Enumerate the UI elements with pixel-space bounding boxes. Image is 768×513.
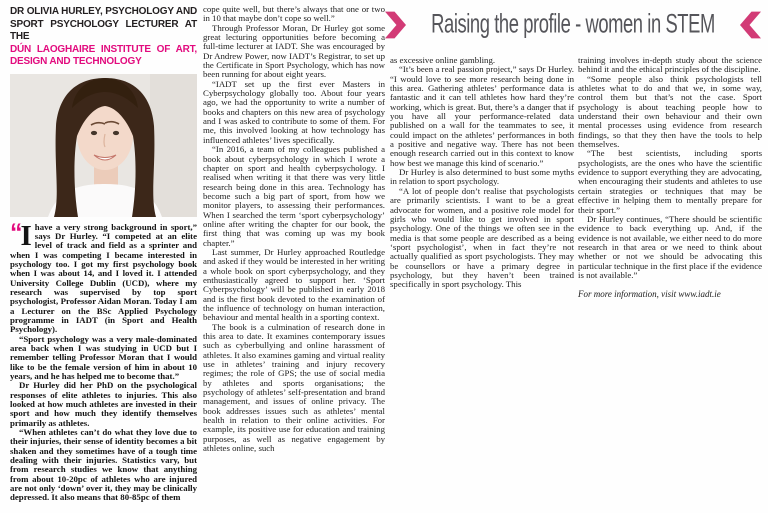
- body-paragraph: “Sport psychology was a very male-dominated area back when I was studying in UCD but I remember telling Professor Moran that I would like to be the female version of him in about 10 years, and he has helped me to become that.”: [10, 333, 197, 381]
- body-paragraph: Dr Hurley did her PhD on the psychological responses of elite athletes to injuries. This also looked at how much athletes are invested in their sport and how much they identify themselves primarily as athletes.: [10, 380, 197, 428]
- lede-paragraph: have a very strong background in sport,” says Dr Hurley. “I competed at an elite level of track and field as a sprinter and when I was competing I became interested in psychology too. I got my first psychology book when I was about 14, and I loved it. I attended University College Dublin (UCD), where my research was supervised by top sport psychologist, Professor Aidan Moran. Today I am a Lecturer on the BSc Applied Psychology programme in IADT (in Sport and Health Psychology).: [10, 221, 197, 335]
- body-paragraph: Dr Hurley continues, “There should be scientific evidence to back everything up. And, if the evidence is not available, we either need to do more research in that area or we need to think about whether or not we should be advocating this particular technique in the first place if the evidence is not available.”: [578, 213, 762, 280]
- kicker-name-line: DR OLIVIA HURLEY, PSYCHOLOGY AND SPORT PSYCHOLOGY LECTURER AT THE: [10, 6, 197, 42]
- headline-text: Raising the profile - women in STEM: [431, 8, 715, 39]
- column-1: [10, 6, 197, 503]
- article-headline: [384, 6, 762, 44]
- body-paragraph: “In 2016, a team of my colleagues published a book about cyberpsychology in which I wrote a chapter on sport and health cyberpsychology. I realised when writing it that there was very little research being done in this area. Technology has become such a big part of sport, from how we monitor players, to assessing their performances. When I searched the term ‘sport cyberpsychology’ online after writing the chapter for our book, the first thing that was coming up was my book chapter.”: [203, 144, 385, 248]
- column-3: [390, 56, 574, 290]
- pink-chevron-right-icon: [740, 11, 761, 39]
- body-paragraph: The book is a culmination of research done in this area to date. It examines contemporary issues such as cyberbullying and online harassment of athletes. It also examines gaming and virtual reality use in athletes’ training and injury recovery regimes; the role of GPS; the use of social media by athletes and sports organisations; the psychology of athletes’ self-presentation and brand management, and issues of online privacy. The book addresses issues such as athletes’ mental health in relation to their online activities. For example, its positive use for education and training purposes, as well as negative engagement by athletes online, such: [203, 321, 385, 454]
- kicker-institute-line: DÚN LAOGHAIRE INSTITUTE OF ART, DESIGN AND TECHNOLOGY: [10, 43, 197, 67]
- body-paragraph: as excessive online gambling.: [390, 55, 496, 65]
- body-paragraph: Through Professor Moran, Dr Hurley got some great lecturing opportunities before becoming a full-time lecturer at IADT. She was encouraged by Dr Andrew Power, now IADT’s Registrar, to set up the Certificate in Sport Psychology, which has now been running for about eight years.: [203, 22, 385, 80]
- lede-paragraphs: [10, 218, 197, 503]
- body-paragraph: “It’s been a real passion project,” says Dr Hurley. “I would love to see more research being done in this area. Gathering athletes’ performance data is fantastic and it can tell athletes how hard they’re working, which is great. But, there’s a danger that if you have all your performance-related data published on a wall for the teammates to see, it could impact on the athletes’ performances in both a positive and negative way. There has not been enough research carried out in this context to know how best we manage this kind of scenario.”: [390, 64, 574, 168]
- body-paragraph: “When athletes can’t do what they love due to their injuries, their sense of identity becomes a bit shaken and they sometimes have of a tough time dealing with their injuries. Statistics vary, but from research studies we know that anything from about 10-20pc of athletes who are injured are not only ‘down’ over it, they may be clinically depressed. It also means that 80-85pc of them: [10, 427, 197, 503]
- pink-chevron-left-icon: [385, 11, 406, 39]
- body-paragraph: “Some people also think psychologists tell athletes what to do and that we, in some way, control them but that’s not the case. Sport psychology is about teaching people how to understand their own behaviour and their own mental processes using evidence from research findings, so that they then have the tools to help themselves.: [578, 73, 762, 150]
- dropcap-wrap: [10, 218, 32, 252]
- body-paragraph: “IADT set up the first ever Masters in Cyberpsychology globally too. About four years ago, we had the opportunity to write a number of books and chapters on this new area of psychology and I was asked to contribute to some of them. For me, this involved looking at how technology has influenced athletes’ lives specifically.: [203, 78, 385, 145]
- body-paragraph: Last summer, Dr Hurley approached Routledge and asked if they would be interested in her writing a whole book on sport cyberpsychology, and they enthusiastically agreed to support her. ‘Sport Cyberpsychology’ will be published in early 2018 and is the first book devoted to the examination of the influence of technology on human interaction, behaviour and mental health in a sporting context.: [203, 246, 385, 323]
- pull-quote-mark: “: [10, 218, 21, 247]
- body-paragraph: “The best scientists, including sports psychologists, are the ones who have the scientific evidence to support everything they are advocating, when encouraging their students and athletes to use certain strategies or techniques that may be effective in helping them to mentally prepare for their sport.”: [578, 148, 762, 215]
- portrait-photo: [10, 74, 197, 217]
- kicker-caption: [10, 6, 197, 69]
- column-2: [203, 5, 385, 454]
- body-paragraph: “A lot of people don’t realise that psychologists are primarily scientists. I want to be a great advocate for women, and a positive role model for girls who would like to get involved in sport psychology. One of the things we often see in the media is that some people are described as a being ‘sport psychologist’, when in fact they’re not actually qualified as sport psychologists. They may be counsellors or have a primary degree in psychology, but they haven’t been trained specifically in sport psychology. This: [390, 185, 574, 290]
- body-paragraph: Dr Hurley is also determined to bust some myths in relation to sport psychology.: [390, 167, 574, 187]
- dropcap-letter: I: [20, 219, 32, 252]
- column-4: [578, 56, 762, 300]
- more-info-note: For more information, visit www.iadt.ie: [578, 289, 721, 300]
- body-paragraph: training involves in-depth study about the science behind it and the ethical principles of the discipline.: [578, 55, 762, 75]
- body-paragraph: cope quite well, but there’s always that one or two in 10 that maybe don’t cope so well.”: [203, 4, 385, 24]
